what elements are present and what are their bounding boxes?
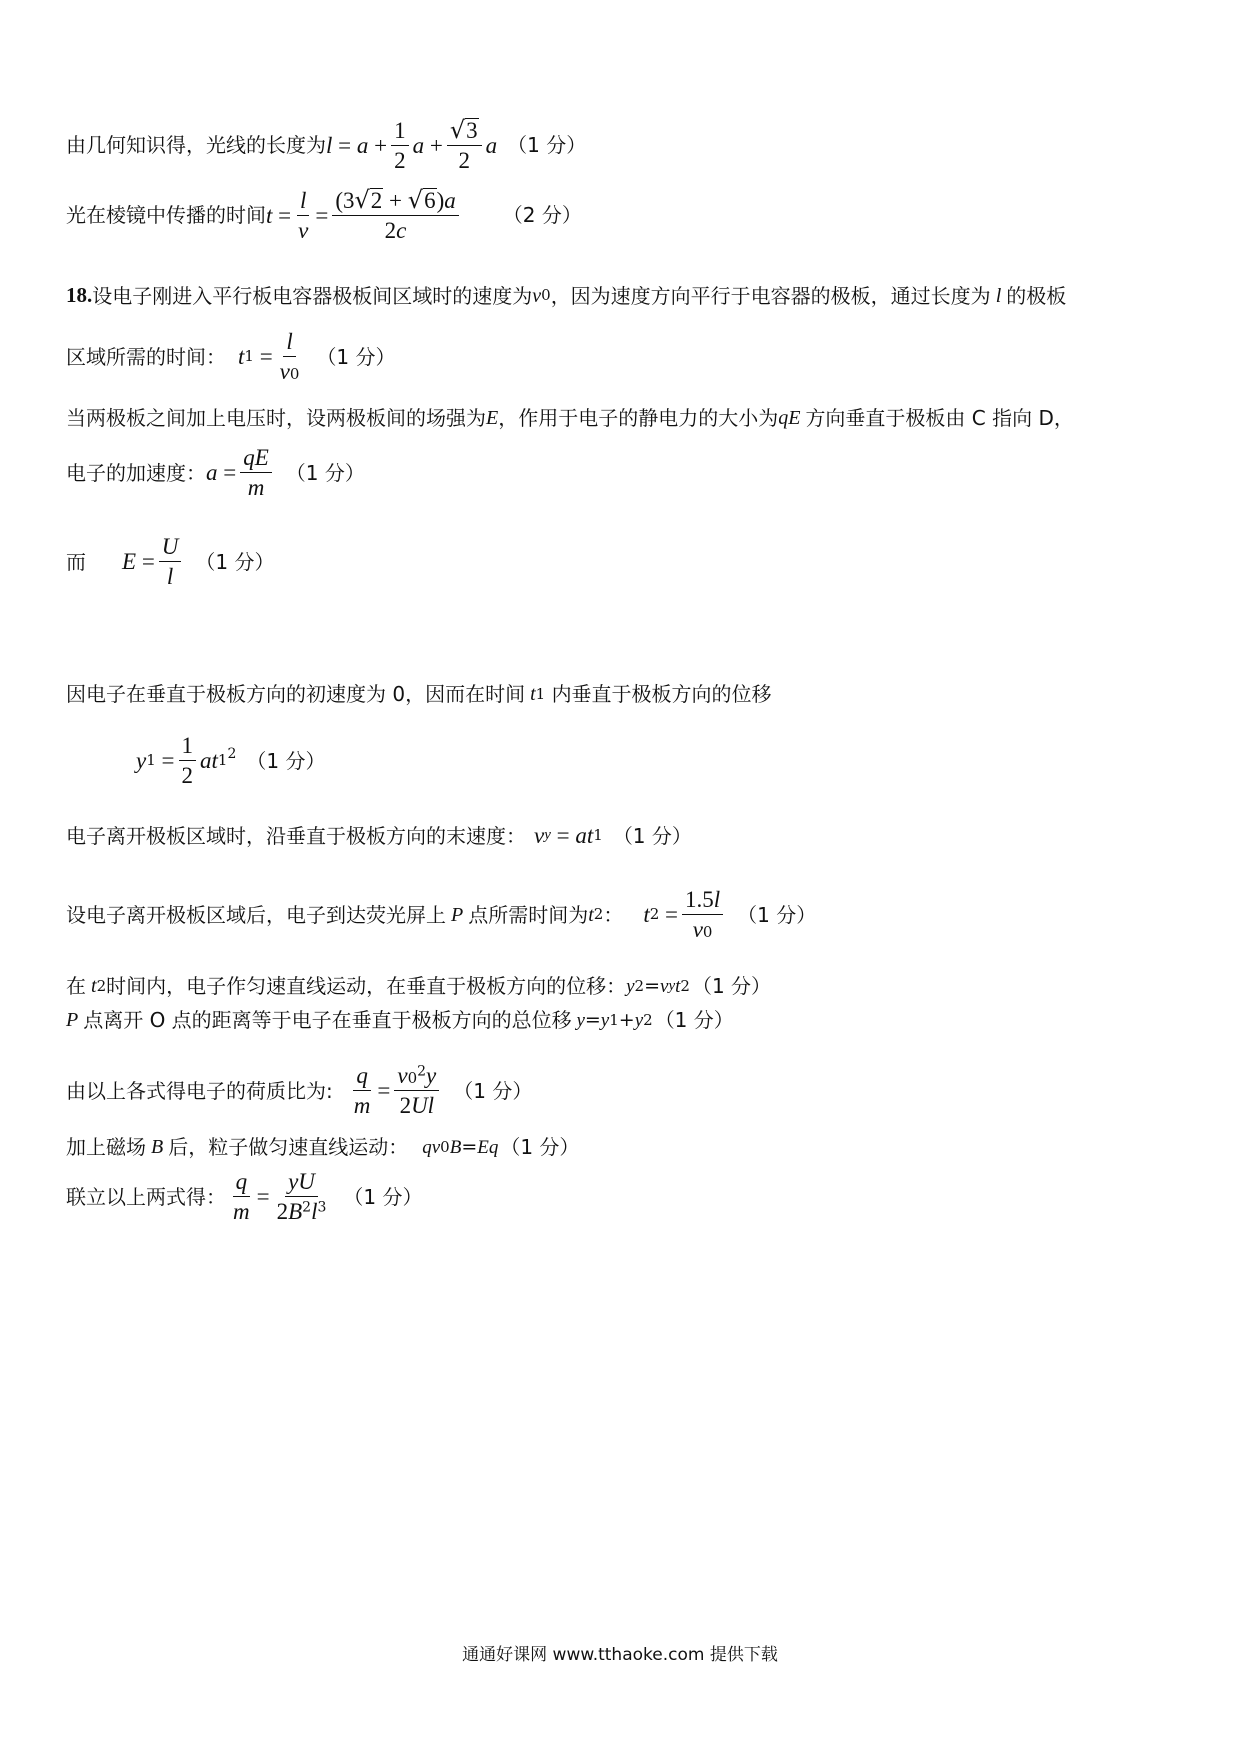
- problem-number: 18.: [66, 283, 93, 307]
- score: （1 分）: [316, 344, 396, 369]
- score: （1 分）: [285, 460, 365, 485]
- fraction: $\frac{v0^2y}{2Ul}$: [394, 1064, 439, 1117]
- line-vy: 电子离开极板区域时，沿垂直于极板方向的末速度： v y = at 1 （1 分）: [66, 823, 692, 848]
- line-magnetic-field: 加上磁场 B 后，粒子做匀速直线运动： qv 0 B = Eq （1 分）: [66, 1135, 580, 1159]
- score: （2 分）: [502, 203, 582, 227]
- line-y2: 在 t 2 时间内，电子作匀速直线运动，在垂直于极板方向的位移： y 2 = v y t 2 （1 分）: [66, 974, 772, 998]
- line-total-displacement: P 点离开 O 点的距离等于电子在垂直于极板方向的总位移 y = y 1 + y 2 （1 分）: [66, 1008, 734, 1032]
- line-t2: 设电子离开极板区域后，电子到达荧光屏上 P 点所需时间为 t 2 ： t 2 = $\frac{1.5l}{v0}$ （1 分）: [66, 887, 817, 942]
- line-propagation-time: 光在棱镜中传播的时间 t = $\frac{l}{v}$ = (3 √ 2 + √ 6 )a 2c （2 分）: [66, 186, 582, 243]
- fraction: (3 √ 2 + √ 6 )a 2c: [332, 188, 458, 242]
- fraction: $\frac{1.5l}{v0}$: [682, 888, 723, 941]
- score: （1 分）: [612, 823, 692, 848]
- line-final-result: 联立以上两式得： $\frac{q}{m}$ = $\frac{yU}{2B^2l^3}$ （1 分）: [66, 1169, 423, 1224]
- score: （1 分）: [343, 1184, 423, 1209]
- line-field-force: 当两极板之间加上电压时，设两极板间的场强为 E ，作用于电子的静电力的大小为 qE 方向垂直于极板由 C 指向 D，: [66, 406, 1074, 430]
- formula: l: [326, 132, 333, 158]
- line-displacement-intro: 因电子在垂直于极板方向的初速度为 0，因而在时间 t 1 内垂直于极板方向的位移: [66, 682, 772, 706]
- line-problem-18: 18. 设电子刚进入平行板电容器极板间区域时的速度为 v 0 ，因为速度方向平行于电容器的极板，通过长度为 l 的极板: [66, 283, 1067, 308]
- line-light-length: 由几何知识得，光线的长度为 l = a + $\frac{1}{2}$ a + √ 3 2 a （1 分）: [66, 116, 587, 173]
- score: （1 分）: [246, 748, 326, 773]
- line-charge-mass-ratio: 由以上各式得电子的荷质比为: $\frac{q}{m}$ = $\frac{v0^2y}{2Ul}$ （1 分）: [66, 1063, 533, 1118]
- fraction: $\frac{1}{2}$: [179, 734, 197, 787]
- fraction: $\frac{l}{v0}$: [279, 329, 300, 384]
- fraction: √ 3 2: [447, 118, 482, 172]
- line-time-t1: 区域所需的时间： t 1 = $\frac{l}{v0}$ （1 分）: [66, 329, 396, 384]
- fraction: $\frac{q}{m}$: [353, 1063, 371, 1118]
- footer-credit: 通通好课网 www.tthaoke.com 提供下载: [462, 1645, 778, 1665]
- fraction: $\frac{q}{m}$: [233, 1169, 250, 1224]
- score: （1 分）: [691, 974, 772, 998]
- score: （1 分）: [737, 902, 817, 927]
- text: 由几何知识得，光线的长度为: [66, 133, 326, 157]
- fraction: $\frac{l}{v}$: [298, 187, 309, 243]
- fraction: $\frac{1}{2}$: [391, 119, 409, 172]
- fraction: $\frac{U}{l}$: [159, 535, 182, 588]
- fraction: $\frac{qE}{m}$: [240, 446, 272, 499]
- score: （1 分）: [500, 1135, 580, 1159]
- score: （1 分）: [195, 549, 275, 574]
- fraction: $\frac{yU}{2B^2l^3}$: [276, 1169, 327, 1224]
- line-acceleration: 电子的加速度： a = $\frac{qE}{m}$ （1 分）: [66, 445, 365, 500]
- line-y1: y 1 = $\frac{1}{2}$ at 1 $^2$ （1 分）: [136, 733, 326, 788]
- line-field-voltage: 而 E = $\frac{U}{l}$ （1 分）: [66, 534, 275, 589]
- score: （1 分）: [453, 1078, 533, 1103]
- score: （1 分）: [507, 133, 587, 157]
- text: 光在棱镜中传播的时间: [66, 203, 266, 227]
- score: （1 分）: [654, 1008, 734, 1032]
